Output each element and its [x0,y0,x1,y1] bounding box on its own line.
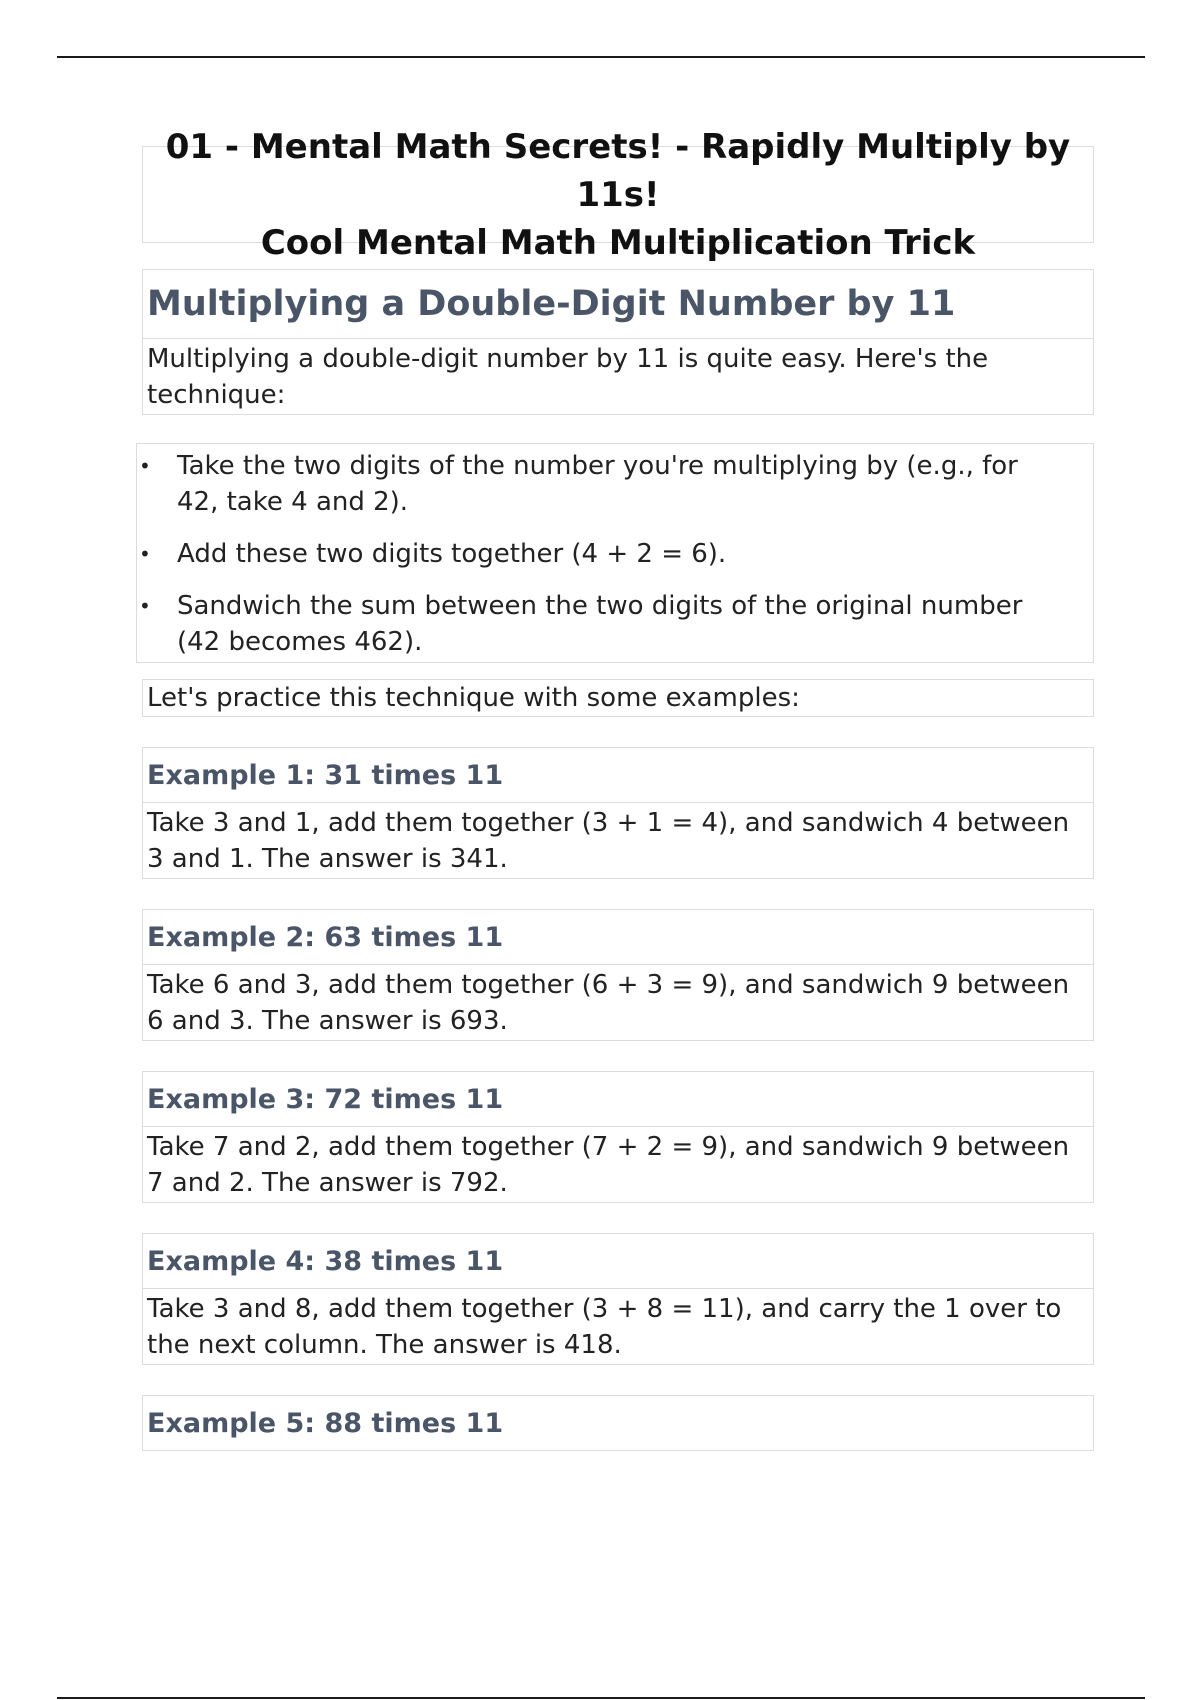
title-line-2: Cool Mental Math Multiplication Trick [260,222,976,263]
example-heading: Example 3: 72 times 11 [147,1083,504,1115]
example-box-3 [142,1071,1094,1203]
bullet-icon: • [139,542,151,566]
bullet-icon: • [139,454,151,478]
step-text: Take the two digits of the number you're multiplying by (e.g., for 42, take 4 and 2). [177,451,1018,517]
step-text: Sandwich the sum between the two digits of the original number (42 becomes 462). [177,591,1023,657]
bottom-rule [57,1697,1145,1699]
example-heading: Example 1: 31 times 11 [147,759,504,791]
practice-line: Let's practice this technique with some examples: [142,679,1094,717]
example-heading: Example 4: 38 times 11 [147,1245,504,1277]
example-box-1 [142,747,1094,879]
example-body: Take 3 and 8, add them together (3 + 8 = 11), and carry the 1 over to the next column. The answer is 418. [143,1288,1093,1364]
example-heading: Example 2: 63 times 11 [147,921,504,953]
example-heading: Example 5: 88 times 11 [147,1407,504,1439]
example-body: Take 7 and 2, add them together (7 + 2 = 9), and sandwich 9 between 7 and 2. The answer is 792. [143,1126,1093,1202]
document-title [143,123,1093,267]
example-body: Take 6 and 3, add them together (6 + 3 = 9), and sandwich 9 between 6 and 3. The answer is 693. [143,964,1093,1040]
section-heading: Multiplying a Double-Digit Number by 11 [147,284,956,324]
document-body [139,126,1094,1451]
example-box-5 [142,1395,1094,1451]
section-heading-row [143,270,1093,338]
title-box [142,126,1094,263]
list-item [137,536,1093,572]
top-rule [57,56,1145,58]
list-item [137,588,1093,660]
example-box-2 [142,909,1094,1041]
title-line-1: 01 - Mental Math Secrets! - Rapidly Multiply by 11s! [165,126,1071,215]
bullet-icon: • [139,594,151,618]
list-item [137,448,1093,520]
example-body: Take 3 and 1, add them together (3 + 1 = 4), and sandwich 4 between 3 and 1. The answer is 341. [143,802,1093,878]
intro-paragraph: Multiplying a double-digit number by 11 is quite easy. Here's the technique: [143,338,1093,414]
step-text: Add these two digits together (4 + 2 = 6). [177,539,727,569]
example-box-4 [142,1233,1094,1365]
section-box [142,269,1094,415]
steps-list-box [136,443,1094,663]
steps-list [137,448,1093,660]
